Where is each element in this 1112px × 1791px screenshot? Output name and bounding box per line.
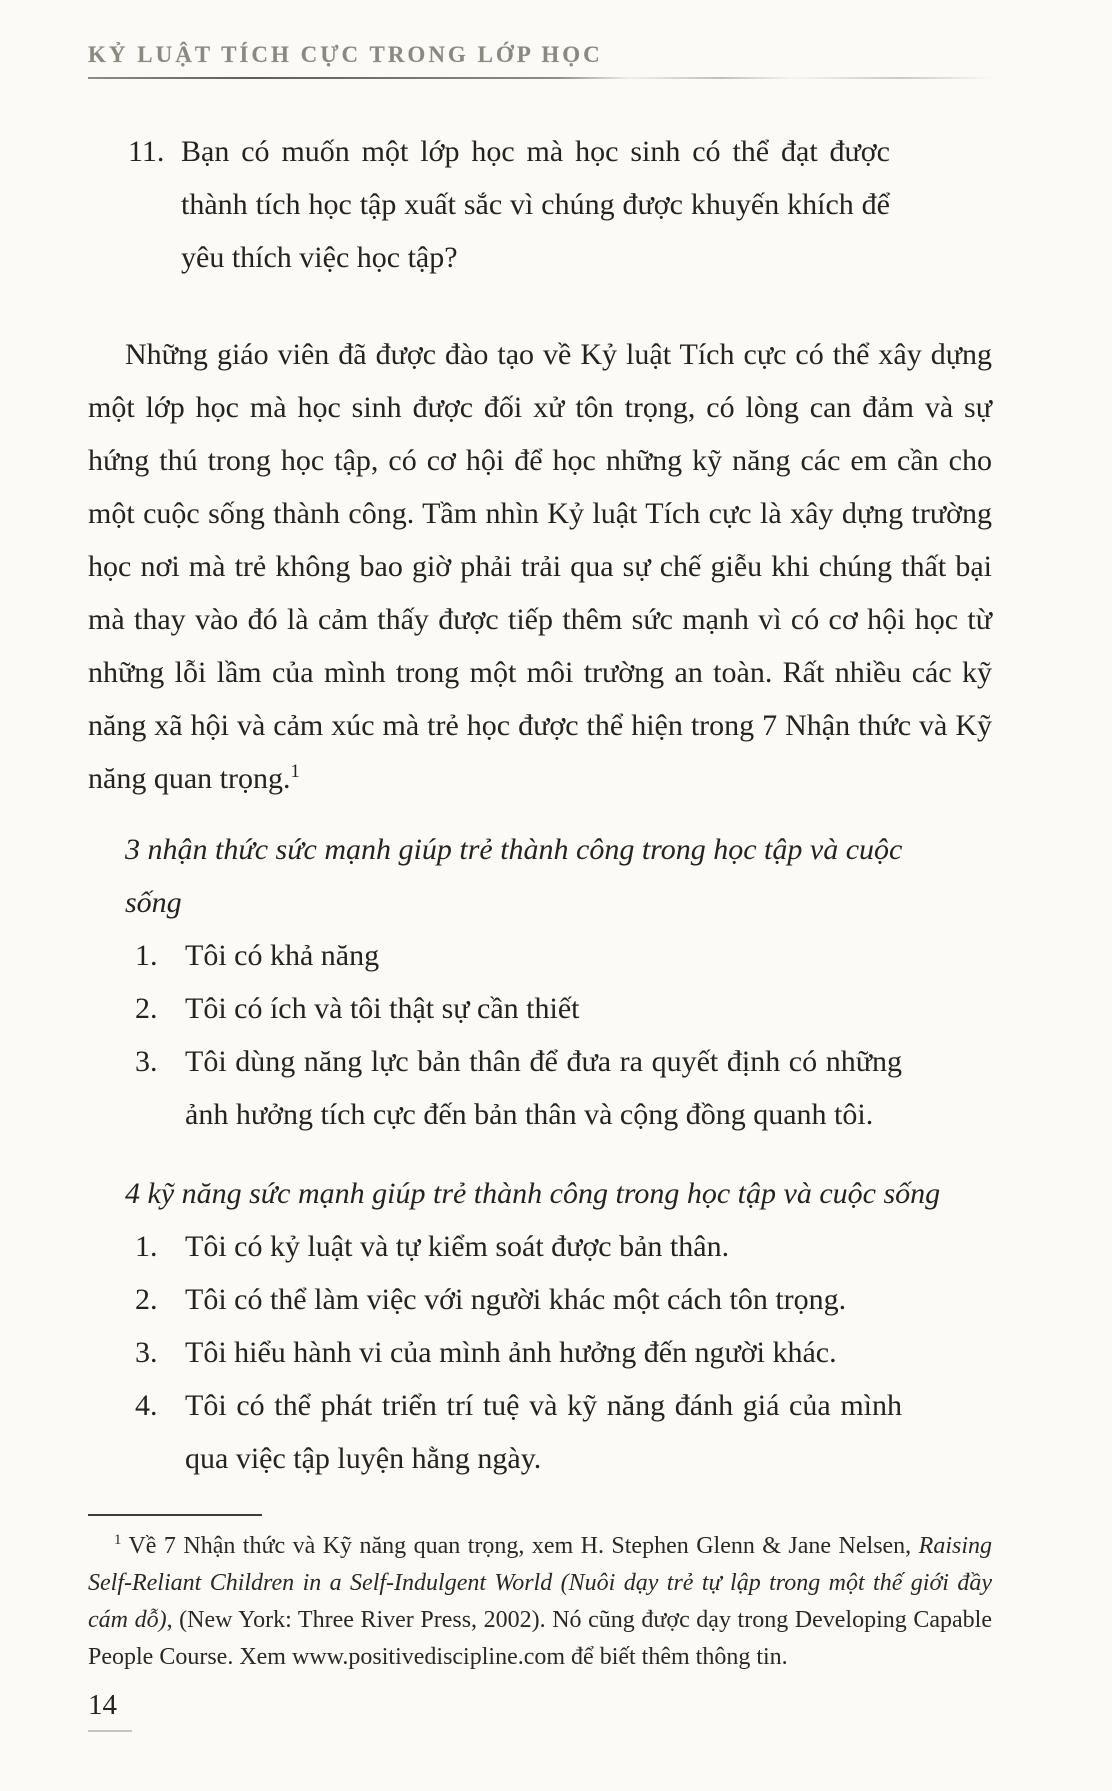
list-item-number: 2. [135,1283,158,1316]
footnote-text-roman-tail: , (New York: Three River Press, 2002). Nó cũng được dạy trong Developing Capable People Course. Xem www.positivediscipline.com để biết thêm thông tin. [88,1607,992,1670]
list-item-text: Tôi có thể làm việc với người khác một cách tôn trọng. [185,1283,847,1316]
list-item [135,1035,902,1141]
running-header: KỶ LUẬT TÍCH CỰC TRONG LỚP HỌC [88,42,603,67]
list-item-text: Tôi có thể phát triển trí tuệ và kỹ năng đánh giá của mình qua việc tập luyện hằng ngày. [185,1389,902,1475]
list-item-number: 1. [135,939,158,972]
list-item-number: 3. [135,1045,158,1078]
list-item [135,1379,902,1485]
page-number-dash [88,1730,132,1732]
list-item-text: Tôi có kỷ luật và tự kiểm soát được bản thân. [185,1230,730,1263]
list-item-text: Tôi dùng năng lực bản thân để đưa ra quyết định có những ảnh hưởng tích cực đến bản thân và cộng đồng quanh tôi. [185,1045,902,1131]
list-item-number: 2. [135,992,158,1025]
question-number: 11. [128,135,165,168]
footnote [88,1528,992,1676]
list-item [135,982,902,1035]
page-number-block [88,1688,132,1732]
perceptions-list [135,929,902,1141]
list-item-text: Tôi có khả năng [185,939,380,972]
question-item-11 [128,125,890,284]
footnote-text-roman: Về 7 Nhận thức và Kỹ năng quan trọng, xem H. Stephen Glenn & Jane Nelsen, [121,1533,919,1559]
skills-list-heading: 4 kỹ năng sức mạnh giúp trẻ thành công trong học tập và cuộc sống [125,1177,941,1210]
footnote-separator-rule [88,1514,262,1516]
list-item [135,929,902,982]
page-number: 14 [88,1689,117,1721]
intro-paragraph [88,328,992,805]
list-item-text: Tôi có ích và tôi thật sự cần thiết [185,992,580,1025]
intro-paragraph-text: Những giáo viên đã được đào tạo về Kỷ luật Tích cực có thể xây dựng một lớp học mà học sinh được đối xử tôn trọng, có lòng can đảm và sự hứng thú trong học tập, có cơ hội để học những kỹ năng các em cần cho một cuộc sống thành công. Tầm nhìn Kỷ luật Tích cực là xây dựng trường học nơi mà trẻ không bao giờ phải trải qua sự chế giễu khi chúng thất bại mà thay vào đó là cảm thấy được tiếp thêm sức mạnh vì có cơ hội học từ những lỗi lầm của mình trong một môi trường an toàn. Rất nhiều các kỹ năng xã hội và cảm xúc mà trẻ học được thể hiện trong 7 Nhận thức và Kỹ năng quan trọng. [88,338,992,795]
list-item-number: 1. [135,1230,158,1263]
footnote-area [88,1514,992,1676]
footnote-marker: 1 [114,1532,122,1548]
list-item [135,1273,902,1326]
list-item-number: 4. [135,1389,158,1422]
list-item [135,1326,902,1379]
footnote-book-title-italic: Raising Self-Reliant Children in a Self-Indulgent World (Nuôi dạy trẻ tự lập trong một thế giới đầy cám dỗ) [88,1533,992,1633]
perceptions-list-heading: 3 nhận thức sức mạnh giúp trẻ thành công trong học tập và cuộc sống [125,833,903,919]
list-item [135,1220,902,1273]
list-item-number: 3. [135,1336,158,1369]
question-text: Bạn có muốn một lớp học mà học sinh có thể đạt được thành tích học tập xuất sắc vì chúng được khuyến khích để yêu thích việc học tập? [181,135,890,274]
footnote-reference-superscript: 1 [290,761,300,782]
list-item-text: Tôi hiểu hành vi của mình ảnh hưởng đến người khác. [185,1336,837,1369]
skills-list [135,1220,902,1485]
header-rule [88,77,992,79]
